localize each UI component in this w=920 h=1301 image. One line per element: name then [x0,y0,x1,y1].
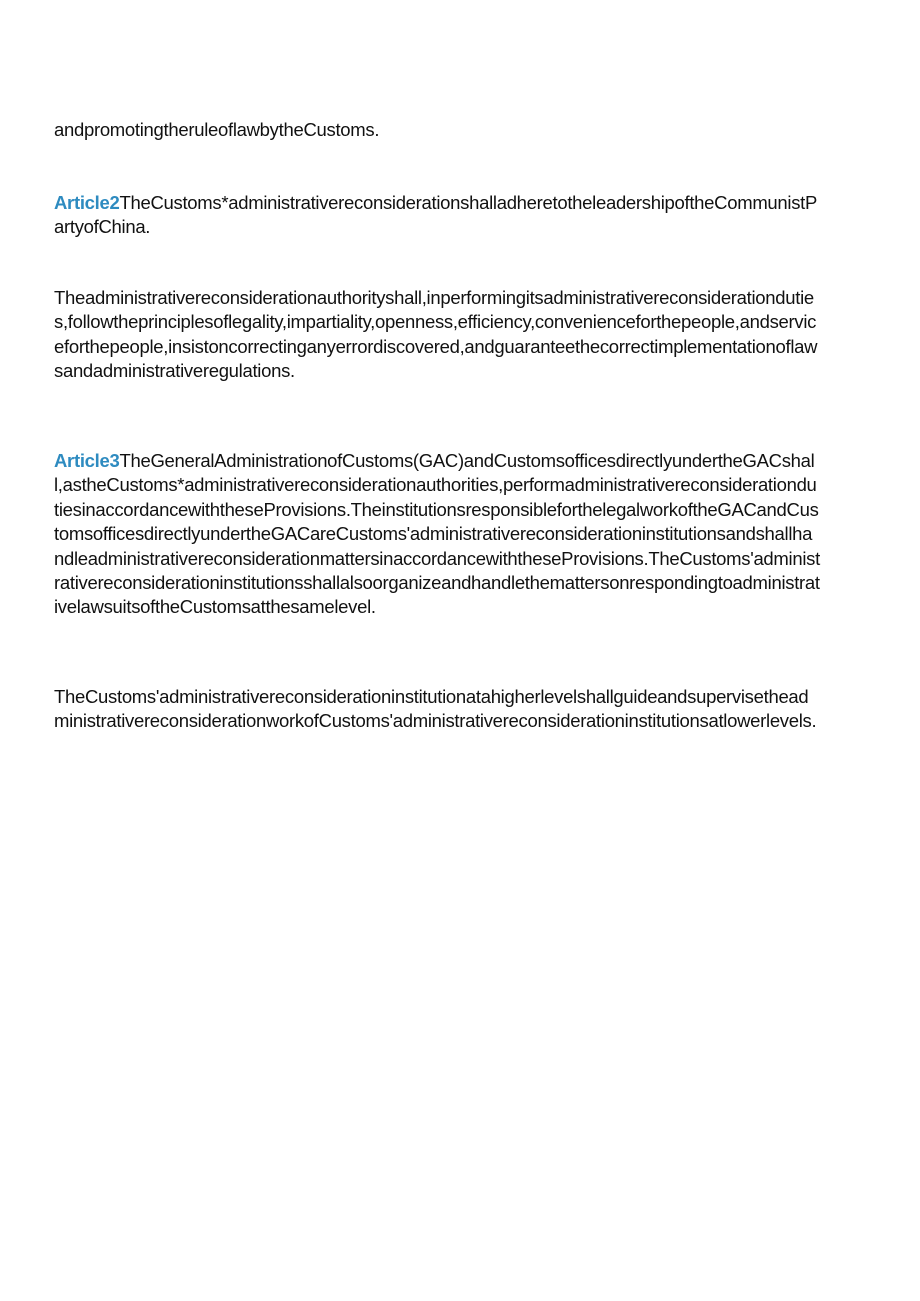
paragraph-text: TheGeneralAdministrationofCustoms(GAC)andCustomsofficesdirectlyundertheGACshall,astheCustoms*administrativereconsiderationauthorities,performadministrativereconsiderationdutiesinaccordancewiththeseProvisions.TheinstitutionsresponsibleforthelegalworkoftheGACandCustomsofficesdirectlyundertheGACareCustoms'administrativereconsiderationinstitutionsandshallhandleadministrativereconsiderationmattersinaccordancewiththeseProvisions.TheCustoms'administrativereconsiderationinstitutionsshallalsoorganizeandhandlethemattersonrespondingtoadministrativelawsuitsoftheCustomsatthesamelevel. [54,450,820,618]
article-2-label: Article2 [54,192,120,213]
paragraph-text: TheCustoms'administrativereconsiderationinstitutionatahigherlevelshallguideandsupervisetheadministrativereconsiderationworkofCustoms'administrativereconsiderationinstitutionsatlowerlevels. [54,686,817,732]
paragraph-higher-level-guidance [54,685,820,734]
paragraph-text: Theadministrativereconsiderationauthorityshall,inperformingitsadministrativereconsiderationduties,followtheprinciplesoflegality,impartiality,openness,efficiency,convenienceforthepeople,andserviceforthepeople,insistoncorrectinganyerrordiscovered,andguaranteethecorrectimplementationoflawsandadministrativeregulations. [54,287,818,382]
paragraph-text: TheCustoms*administrativereconsiderationshalladheretotheleadershipoftheCommunistPartyofChina. [54,192,818,238]
paragraph-reconsideration-principles [54,286,820,384]
paragraph-rule-of-law [54,118,820,142]
article-3-label: Article3 [54,450,120,471]
paragraph-text: andpromotingtheruleoflawbytheCustoms. [54,119,380,140]
paragraph-article-2 [54,191,820,240]
paragraph-article-3 [54,449,820,620]
